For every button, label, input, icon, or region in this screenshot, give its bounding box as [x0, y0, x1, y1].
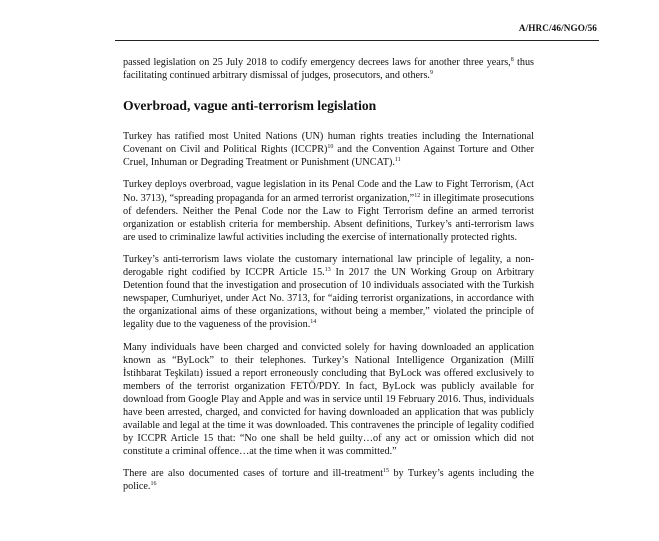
paragraph-text: In 2017 the UN Working Group on Arbitrary Detention found that the investigation and prosecution of 10 individuals associated with the Turkish newspaper, Cumhuriyet, under Act No. 3713, for “aiding terrorist organizations, in accordance with the organizational aims of these organizations, without being a member,” violated the principle of legality due to the vagueness of the provision. — [123, 267, 535, 331]
footnote-ref: 8 — [510, 57, 514, 63]
paragraph-text: in illegitimate prosecutions of defenders. Neither the Penal Code nor the Law to Fight Terrorism define an armed terrorist organization or establish criteria for membership. Absent definitions, Turkey’s anti-terrorism laws are used to criminalize lawful activities including the exercise of internationally protected rights. — [123, 192, 534, 243]
paragraph-legality — [123, 253, 534, 332]
paragraph-text: passed legislation on 25 July 2018 to codify emergency decrees laws for another three years, — [123, 57, 511, 68]
footnote-ref: 15 — [383, 468, 390, 475]
paragraph-text: There are also documented cases of torture and ill-treatment — [123, 468, 384, 480]
paragraph-torture — [123, 467, 534, 493]
paragraph-text: Turkey’s anti-terrorism laws violate the customary international law principle of legality, a non-derogable right codified by ICCPR Article 15. — [123, 253, 534, 279]
footnote-ref: 9 — [429, 70, 433, 77]
footnote-ref: 14 — [310, 319, 317, 326]
paragraph-vague-legislation — [123, 178, 534, 243]
paragraph-text: thus facilitating continued arbitrary dismissal of judges, prosecutors, and others. — [123, 57, 534, 82]
document-body — [123, 56, 534, 503]
header-rule — [115, 40, 599, 41]
paragraph-text: and the Convention Against Torture and Other Cruel, Inhuman or Degrading Treatment or Punishment (UNCAT). — [123, 144, 534, 169]
paragraph-text: by Turkey’s agents including the police. — [123, 468, 534, 493]
paragraph-bylock: Many individuals have been charged and convicted solely for having downloaded an application known as “ByLock” to their telephones. Turkey’s National Intelligence Organization (Millî İstihbarat Teşkilatı) issued a report erroneously concluding that ByLock was offered exclusively to members of the terrorist organization FETÖ/PDY. In fact, ByLock was publicly available for download from Google Play and Apple and was in service until 19 February 2016. Thus, individuals have been arrested, charged, and convicted for having downloaded an application that was publicly available and legal at the time it was downloaded. This contravenes the principle of legality codified by ICCPR Article 15 that: “No one shall be held guilty…of any act or omission which did not constitute a criminal offence…at the time when it was committed.” — [123, 341, 534, 458]
footnote-ref: 12 — [414, 192, 421, 199]
footnote-ref: 16 — [150, 481, 157, 488]
paragraph-text: Turkey deploys overbroad, vague legislation in its Penal Code and the Law to Fight Terrorism, (Act No. 3713), “spreading propaganda for an armed terrorist organization,” — [123, 179, 534, 204]
footnote-ref: 13 — [324, 267, 331, 274]
section-heading: Overbroad, vague anti-terrorism legislation — [123, 98, 377, 114]
footnote-ref: 10 — [327, 144, 334, 151]
paragraph-treaties — [123, 130, 534, 169]
paragraph-continued — [123, 56, 534, 82]
footnote-ref: 11 — [394, 157, 401, 164]
document-symbol: A/HRC/46/NGO/56 — [518, 23, 597, 33]
paragraph-text: Turkey has ratified most United Nations (UN) human rights treaties including the International Covenant on Civil and Political Rights (ICCPR) — [123, 131, 534, 156]
